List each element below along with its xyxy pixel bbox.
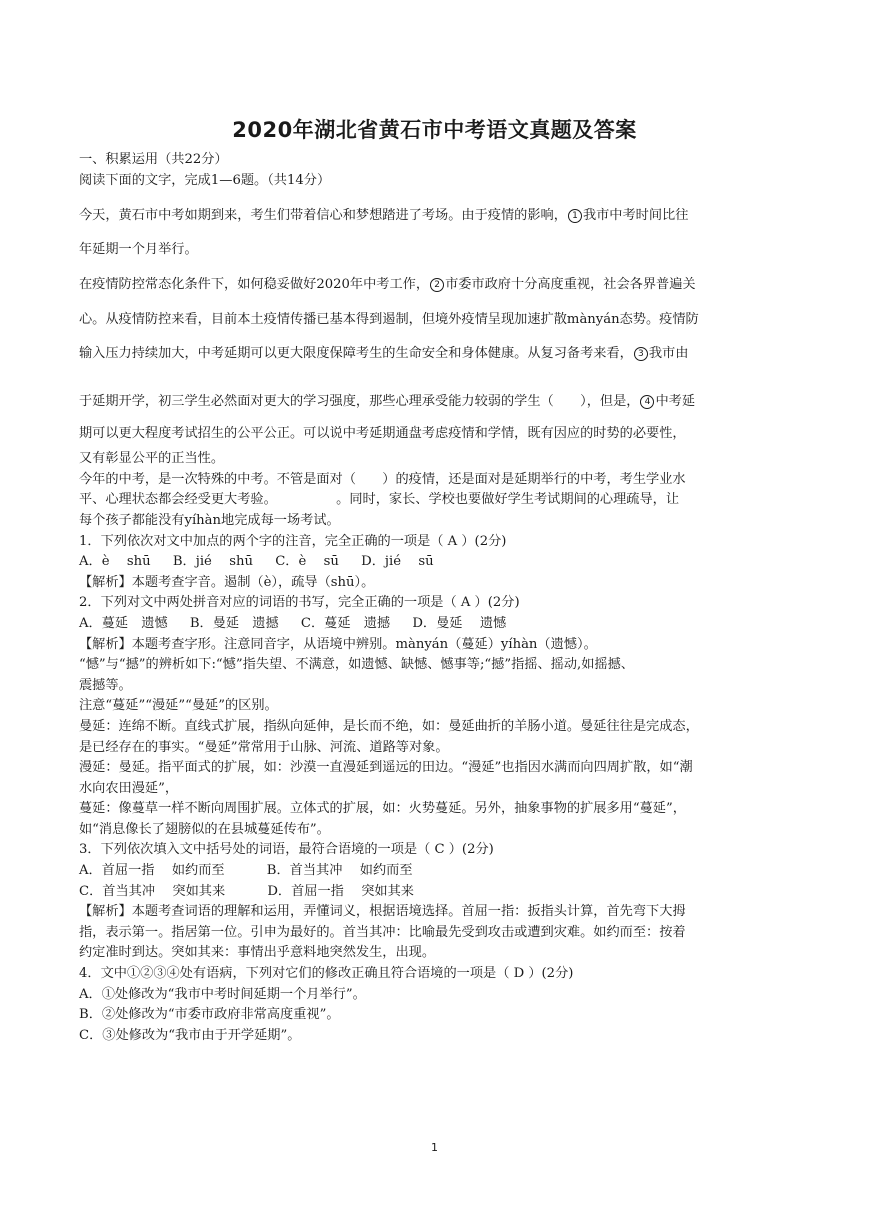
option-c: C．蔓延 遗撼 xyxy=(300,615,391,631)
question-1-options xyxy=(79,552,793,573)
passage-line: 今天，黄石市中考如期到来，考生们带着信心和梦想踏进了考场。由于疫情的影响， 1 我市中考时间比往 xyxy=(79,208,689,224)
option-a: A．è shū xyxy=(79,554,151,570)
analysis-line: 是已经存在的事实。“曼延”常常用于山脉、河流、道路等对象。 xyxy=(79,739,449,755)
page-number: 1 xyxy=(431,1141,438,1154)
passage-line: 平、心理状态都会经受更大考验。 。同时，家长、学校也要做好学生考试期间的心理疏导，让 xyxy=(79,492,680,508)
document-body xyxy=(79,150,793,1046)
circled-marker-3: 3 xyxy=(634,347,648,361)
question-2-stem: 2．下列对文中两处拼音对应的词语的书写，完全正确的一项是（ A ）(2分) xyxy=(79,595,520,611)
passage-line: 输入压力持续加大，中考延期可以更大限度保障考生的生命安全和身体健康。从复习备考来看， 3 我市由 xyxy=(79,346,689,362)
passage-line: 年延期一个月举行。 xyxy=(79,242,198,258)
passage-line: 心。从疫情防控来看，目前本土疫情传播已基本得到遏制，但境外疫情呈现加速扩散mànyán态势。疫情防 xyxy=(79,312,699,328)
analysis-line: 水向农田漫延”， xyxy=(79,780,179,796)
option-c: C．首当其冲 突如其来 xyxy=(79,883,226,899)
analysis-line: 【解析】本题考查词语的理解和运用，弄懂词义，根据语境选择。首屈一指：扳指头计算，首先弯下大拇 xyxy=(79,904,686,920)
analysis-line: “憾”与“撼”的辨析如下:“憾”指失望、不满意，如遗憾、缺憾、憾事等;“撼”指摇、摇动,如摇撼、 xyxy=(79,657,634,673)
question-3-options-row1 xyxy=(79,861,793,882)
question-1-stem: 1．下列依次对文中加点的两个字的注音，完全正确的一项是（ A ）(2分) xyxy=(79,533,507,549)
option-d: D．曼延 遗憾 xyxy=(412,615,507,631)
option-d: D．首屈一指 突如其来 xyxy=(267,883,414,899)
passage-line: 又有彰显公平的正当性。 xyxy=(79,451,225,467)
option-b: B．②处修改为“市委市政府非常高度重视”。 xyxy=(79,1007,340,1023)
analysis-line: 漫延：曼延。指平面式的扩展，如：沙漠一直漫延到遥远的田边。“漫延”也指因水满而向四周扩散，如“潮 xyxy=(79,760,693,776)
analysis-line: 蔓延：像蔓草一样不断向周围扩展。立体式的扩展，如：火势蔓延。另外，抽象事物的扩展多用“蔓延”， xyxy=(79,801,686,817)
passage-line: 于延期开学，初三学生必然面对更大的学习强度，那些心理承受能力较弱的学生（ ），但是， 4 中考延 xyxy=(79,394,696,410)
question-4-stem: 4．文中①②③④处有语病，下列对它们的修改正确且符合语境的一项是（ D ）(2分) xyxy=(79,966,574,982)
analysis-line: 曼延：连绵不断。直线式扩展，指纵向延伸，是长而不绝，如：曼延曲折的羊肠小道。曼延往往是完成态， xyxy=(79,718,699,734)
option-b: B．首当其冲 如约而至 xyxy=(266,863,413,879)
circled-marker-2: 2 xyxy=(430,278,444,292)
passage-line: 今年的中考，是一次特殊的中考。不管是面对（ ）的疫情，还是面对是延期举行的中考，考生学业水 xyxy=(79,471,686,487)
analysis-line: 指，表示第一。指居第一位。引申为最好的。首当其冲：比喻最先受到攻击或遭到灾难。如约而至：按着 xyxy=(79,924,686,940)
analysis-line: 如“消息像长了翅膀似的在县城蔓延传布”。 xyxy=(79,821,330,837)
option-a: A．首屈一指 如约而至 xyxy=(79,863,225,879)
section-heading: 一、积累运用（共22分） xyxy=(79,152,228,167)
question-1-analysis: 【解析】本题考查字音。遏制（è），疏导（shū）。 xyxy=(79,574,375,590)
reading-instruction: 阅读下面的文字，完成1—6题。（共14分） xyxy=(79,172,331,188)
question-3-options-row2 xyxy=(79,882,793,903)
option-a: A．①处修改为“我市中考时间延期一个月举行”。 xyxy=(79,986,366,1002)
analysis-line: 约定准时到达。突如其来：事情出乎意料地突然发生，出现。 xyxy=(79,945,436,961)
analysis-line: 注意“蔓延”“漫延”“曼延”的区别。 xyxy=(79,698,278,714)
option-a: A．蔓延 遗憾 xyxy=(79,615,168,631)
passage-line: 在疫情防控常态化条件下，如何稳妥做好2020年中考工作， 2 市委市政府十分高度重视，社会各界普遍关 xyxy=(79,277,696,293)
circled-marker-4: 4 xyxy=(640,395,654,409)
option-d: D．jié sū xyxy=(361,554,434,570)
option-b: B．jié shū xyxy=(172,554,253,570)
option-c: C．③处修改为“我市由于开学延期”。 xyxy=(79,1027,301,1043)
question-2-analysis: 【解析】本题考查字形。注意同音字，从语境中辨别。mànyán（蔓延）yíhàn（遗憾）。 xyxy=(79,636,597,652)
circled-marker-1: 1 xyxy=(568,209,582,223)
question-3-stem: 3．下列依次填入文中括号处的词语，最符合语境的一项是（ C ）(2分) xyxy=(79,842,494,858)
passage-line: 每个孩子都能没有yíhàn地完成每一场考试。 xyxy=(79,512,340,528)
option-b: B．曼延 遗撼 xyxy=(189,615,279,631)
passage-line: 期可以更大程度考试招生的公平公正。可以说中考延期通盘考虑疫情和学情，既有因应的时势的必要性， xyxy=(79,426,686,442)
question-2-options xyxy=(79,614,793,635)
option-c: C．è sū xyxy=(275,554,339,570)
analysis-line: 震撼等。 xyxy=(79,677,132,693)
document-title: 2020年湖北省黄石市中考语文真题及答案 xyxy=(232,118,637,142)
